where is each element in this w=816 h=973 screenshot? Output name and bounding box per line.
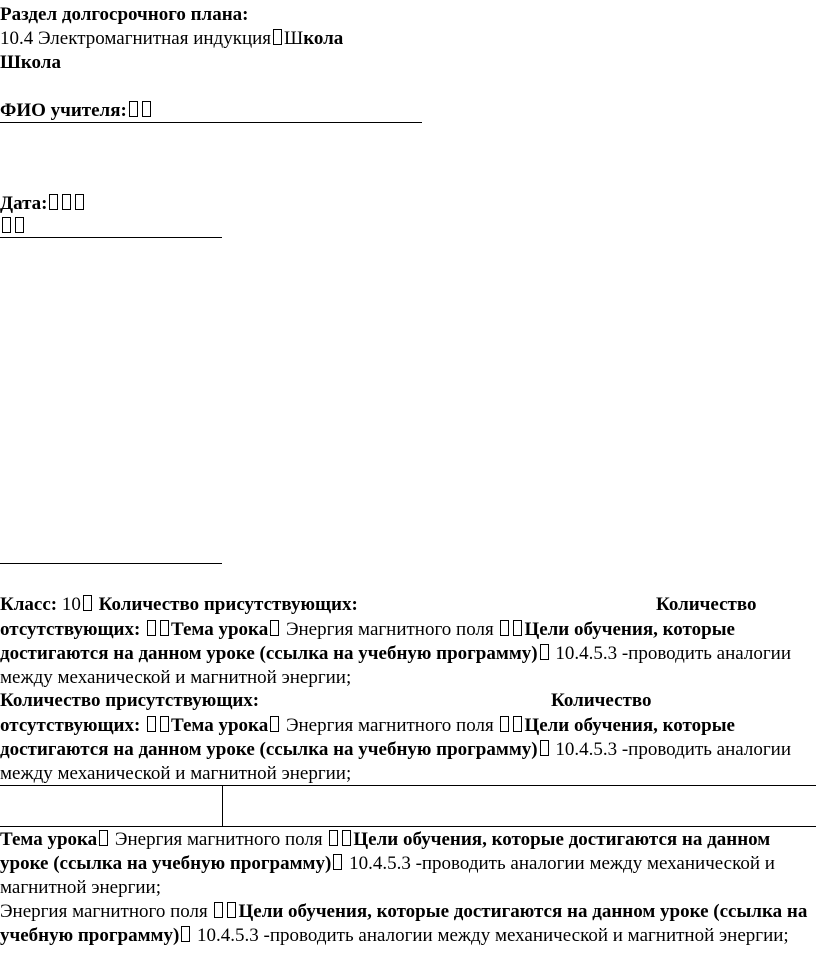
missing-glyph-icon: [142, 101, 151, 117]
missing-glyph-icon: [500, 716, 509, 732]
missing-glyph-icon: [2, 217, 11, 233]
goals-value-2: 10.4.5.3 -проводить аналогии между механической и магнитной энергии;: [0, 739, 791, 784]
goals-label-3: Цели обучения, которые достигаются на данном уроке (ссылка на учебную программу): [0, 829, 771, 874]
missing-glyph-icon: [540, 644, 549, 660]
missing-glyph-icon: [513, 716, 522, 732]
class-label: Класс:: [0, 594, 58, 615]
absent-label-first: Количество: [656, 594, 757, 615]
missing-glyph-icon: [270, 620, 279, 636]
missing-glyph-icon: [147, 620, 156, 636]
topic-label: Тема урока: [171, 619, 269, 640]
missing-glyph-icon: [270, 716, 279, 732]
class-value: 10: [61, 594, 81, 615]
missing-glyph-icon: [513, 620, 522, 636]
topic-label-3: Тема урока: [0, 829, 98, 850]
present-label-2: Количество присутствующих:: [0, 690, 260, 711]
block3-paragraph: [0, 828, 808, 900]
missing-glyph-icon: [500, 620, 509, 636]
present-label: Количество присутствующих:: [98, 594, 358, 615]
missing-glyph-icon: [129, 101, 138, 117]
section-value-line: [0, 28, 343, 50]
section-label: Раздел долгосрочного плана:: [0, 4, 249, 25]
topic-value-2: Энергия магнитного поля: [285, 715, 494, 736]
missing-glyph-icon: [160, 716, 169, 732]
missing-glyph-icon: [160, 620, 169, 636]
goals-label: Цели обучения, которые достигаются на данном уроке (ссылка на учебную программу): [0, 619, 735, 664]
missing-glyph-icon: [214, 902, 223, 918]
missing-glyph-icon: [62, 194, 71, 210]
missing-glyph-icon: [75, 194, 84, 210]
school-line: Школа: [0, 52, 61, 73]
goals-value: 10.4.5.3 -проводить аналогии между механической и магнитной энергии;: [0, 643, 791, 688]
block1-paragraph: [0, 618, 808, 690]
topic-value: Энергия магнитного поля: [285, 619, 494, 640]
missing-glyph-icon: [181, 926, 190, 942]
teacher-underline: [0, 122, 422, 123]
class-line: [0, 594, 358, 616]
section-divider: [0, 563, 222, 564]
section-value: 10.4 Электромагнитная индукция: [0, 28, 272, 49]
missing-glyph-icon: [83, 595, 92, 611]
school-prefix: Ш: [284, 28, 304, 49]
missing-glyph-icon: [99, 830, 108, 846]
missing-glyph-icon: [15, 217, 24, 233]
table-bottom-border: [0, 826, 816, 827]
block2-paragraph: [0, 714, 808, 786]
date-underline: [0, 237, 222, 238]
school-suffix: кола: [303, 28, 344, 49]
date-line: [0, 193, 86, 215]
absent-label-first-2: Количество: [551, 690, 652, 711]
missing-glyph-icon: [49, 194, 58, 210]
missing-glyph-icon: [273, 29, 282, 45]
absent-label-second-2: отсутствующих:: [0, 715, 141, 736]
topic-label-2: Тема урока: [171, 715, 269, 736]
goals-value-3: 10.4.5.3 -проводить аналогии между механической и магнитной энергии;: [0, 853, 775, 898]
missing-glyph-icon: [342, 830, 351, 846]
teacher-label: ФИО учителя:: [0, 100, 127, 121]
topic-value-3: Энергия магнитного поля: [114, 829, 323, 850]
table-column-divider: [222, 785, 223, 826]
goals-label-4: Цели обучения, которые достигаются на данном уроке (ссылка на учебную программу): [0, 901, 808, 946]
goals-label-2: Цели обучения, которые достигаются на данном уроке (ссылка на учебную программу): [0, 715, 735, 760]
absent-label-second: отсутствующих:: [0, 619, 141, 640]
missing-glyph-icon: [147, 716, 156, 732]
teacher-line: [0, 100, 153, 122]
topic-value-4: Энергия магнитного поля: [0, 901, 208, 922]
missing-glyph-icon: [333, 854, 342, 870]
date-label: Дата:: [0, 193, 48, 214]
missing-glyph-icon: [329, 830, 338, 846]
goals-value-4: 10.4.5.3 -проводить аналогии между механической и магнитной энергии;: [197, 925, 789, 946]
missing-glyph-icon: [227, 902, 236, 918]
missing-glyph-icon: [540, 740, 549, 756]
table-top-border: [0, 785, 816, 786]
block4-paragraph: [0, 900, 808, 948]
date-continuation: [0, 216, 26, 238]
